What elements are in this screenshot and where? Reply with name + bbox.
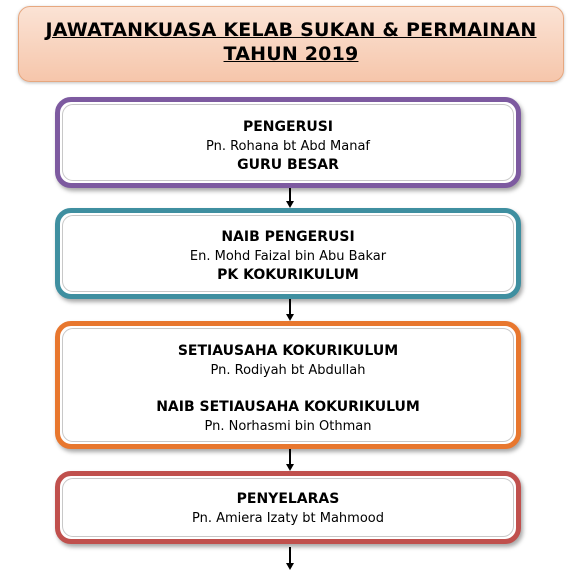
- chart-title-line-2: TAHUN 2019: [223, 43, 359, 65]
- role-pk-kokurikulum: PK KOKURIKULUM: [217, 267, 359, 283]
- role-naib-pengerusi: NAIB PENGERUSI: [221, 229, 355, 245]
- connector-arrow-3: [287, 449, 293, 471]
- node-setiausaha: [55, 321, 521, 449]
- name-pengerusi: Pn. Rohana bt Abd Manaf: [205, 139, 371, 154]
- role-setiausaha-kokurikulum: SETIAUSAHA KOKURIKULUM: [177, 343, 399, 359]
- name-naib-pengerusi: En. Mohd Faizal bin Abu Bakar: [189, 249, 387, 264]
- role-guru-besar: GURU BESAR: [237, 157, 339, 173]
- role-pengerusi: PENGERUSI: [242, 119, 334, 135]
- role-naib-setiausaha-kokurikulum: NAIB SETIAUSAHA KOKURIKULUM: [156, 399, 420, 415]
- chart-title-box: [18, 6, 564, 82]
- connector-arrow-4: [287, 547, 293, 570]
- node-penyelaras: [55, 471, 521, 544]
- node-naib-pengerusi: [55, 208, 521, 299]
- connector-arrow-2: [287, 299, 293, 321]
- name-setiausaha: Pn. Rodiyah bt Abdullah: [210, 363, 366, 378]
- role-penyelaras: PENYELARAS: [236, 491, 340, 507]
- chart-title-line-1: JAWATANKUASA KELAB SUKAN & PERMAINAN: [45, 19, 537, 41]
- node-pengerusi: [55, 97, 521, 188]
- name-penyelaras: Pn. Amiera Izaty bt Mahmood: [192, 511, 384, 526]
- connector-arrow-1: [287, 188, 293, 208]
- name-naib-setiausaha: Pn. Norhasmi bin Othman: [204, 419, 372, 434]
